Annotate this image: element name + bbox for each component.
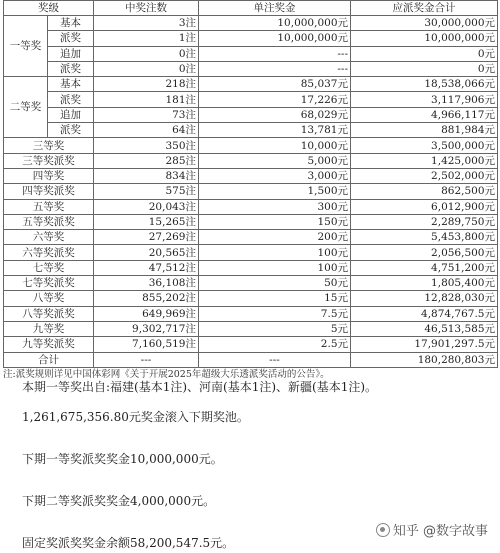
table-row	[4, 184, 498, 199]
footnote: 注:派奖规则详见中国体彩网《关于开展2025年超级大乐透派奖活动的公告》。	[3, 369, 330, 380]
cell: 3,000元	[199, 168, 351, 183]
prize-level-label: 六等奖	[4, 230, 94, 245]
cell: 6,012,900元	[351, 199, 498, 214]
cell: 9,302,717注	[94, 321, 199, 336]
cell: 862,500元	[351, 184, 498, 199]
table-row	[4, 138, 498, 153]
first-prize-origin: 本期一等奖出自:福建(基本1注)、河南(基本1注)、新疆(基本1注)。	[22, 380, 378, 394]
cell: 150元	[199, 214, 351, 229]
cell: 派奖	[48, 31, 94, 46]
cell: 0元	[351, 46, 498, 61]
cell: 218注	[94, 77, 199, 92]
cell: 派奖	[48, 61, 94, 76]
watermark-text: 知乎 @数字故事	[392, 524, 488, 539]
next-second-prize-bonus: 下期二等奖派奖奖金4,000,000元。	[22, 494, 216, 508]
cell: 基本	[48, 77, 94, 92]
table-row	[4, 153, 498, 168]
prize-level-label: 六等奖派奖	[4, 245, 94, 260]
cell: 7.5元	[199, 306, 351, 321]
cell: 0注	[94, 61, 199, 76]
cell: 575注	[94, 184, 199, 199]
total-amount: 180,280,803元	[351, 352, 498, 367]
table-row	[4, 276, 498, 291]
prize-level-label: 四等奖派奖	[4, 184, 94, 199]
cell: 1,500元	[199, 184, 351, 199]
table-row	[4, 77, 498, 92]
header-total-prize: 应派奖金合计	[351, 1, 498, 16]
total-label: 合计	[4, 352, 94, 367]
cell: 85,037元	[199, 77, 351, 92]
table-row	[4, 46, 498, 61]
cell: 10,000,000元	[199, 31, 351, 46]
table-row	[4, 260, 498, 275]
table-row	[4, 199, 498, 214]
prize-level-label: 七等奖派奖	[4, 276, 94, 291]
prize-level-label: 五等奖派奖	[4, 214, 94, 229]
next-first-prize-bonus: 下期一等奖派奖奖金10,000,000元。	[22, 452, 223, 466]
cell: 100元	[199, 260, 351, 275]
cell: 285注	[94, 153, 199, 168]
cell: 5,000元	[199, 153, 351, 168]
prize-level-label: 九等奖	[4, 321, 94, 336]
cell: 4,966,117元	[351, 107, 498, 122]
table-row	[4, 16, 498, 31]
cell: 派奖	[48, 123, 94, 138]
cell: 834注	[94, 168, 199, 183]
table-row	[4, 123, 498, 138]
cell: 64注	[94, 123, 199, 138]
table-row	[4, 31, 498, 46]
table-row	[4, 92, 498, 107]
cell: 7,160,519注	[94, 337, 199, 352]
table-header-row	[4, 1, 498, 16]
cell: 10,000元	[199, 138, 351, 153]
table-row	[4, 245, 498, 260]
table-row	[4, 61, 498, 76]
cell: 68,029元	[199, 107, 351, 122]
cell: 36,108注	[94, 276, 199, 291]
cell: ---	[199, 46, 351, 61]
table-row	[4, 306, 498, 321]
cell: 2,056,500元	[351, 245, 498, 260]
cell: 10,000,000元	[199, 16, 351, 31]
header-single-prize: 单注奖金	[199, 1, 351, 16]
cell: 追加	[48, 46, 94, 61]
prize-level-label: 八等奖派奖	[4, 306, 94, 321]
cell: 649,969注	[94, 306, 199, 321]
table-row	[4, 168, 498, 183]
cell: 3,500,000元	[351, 138, 498, 153]
cell: 50元	[199, 276, 351, 291]
table-row	[4, 230, 498, 245]
cell: 350注	[94, 138, 199, 153]
cell: 15元	[199, 291, 351, 306]
first-prize-label: 一等奖	[4, 16, 48, 77]
cell: 18,538,066元	[351, 77, 498, 92]
zhihu-logo-icon	[376, 523, 390, 537]
second-prize-label: 二等奖	[4, 77, 48, 138]
cell: 1,805,400元	[351, 276, 498, 291]
total-count: ---	[94, 352, 199, 367]
total-single: ---	[199, 352, 351, 367]
cell: 2.5元	[199, 337, 351, 352]
header-winning-count: 中奖注数	[94, 1, 199, 16]
cell: 27,269注	[94, 230, 199, 245]
prize-level-label: 九等奖派奖	[4, 337, 94, 352]
cell: 881,984元	[351, 123, 498, 138]
prize-table	[3, 0, 498, 368]
prize-level-label: 四等奖	[4, 168, 94, 183]
cell: 追加	[48, 107, 94, 122]
cell: 20,043注	[94, 199, 199, 214]
cell: 0注	[94, 46, 199, 61]
fixed-prize-balance: 固定奖派奖奖金余额58,200,547.5元。	[22, 536, 235, 550]
cell: 4,874,767.5元	[351, 306, 498, 321]
cell: 4,751,200元	[351, 260, 498, 275]
table-row	[4, 107, 498, 122]
cell: 基本	[48, 16, 94, 31]
cell: 10,000,000元	[351, 31, 498, 46]
table-row	[4, 337, 498, 352]
cell: 13,781元	[199, 123, 351, 138]
cell: 46,513,585元	[351, 321, 498, 336]
table-row	[4, 214, 498, 229]
pool-rollover: 1,261,675,356.80元奖金滚入下期奖池。	[22, 410, 249, 424]
cell: 1注	[94, 31, 199, 46]
cell: 5,453,800元	[351, 230, 498, 245]
watermark	[376, 520, 488, 539]
cell: 2,289,750元	[351, 214, 498, 229]
prize-level-label: 五等奖	[4, 199, 94, 214]
cell: 300元	[199, 199, 351, 214]
table-row	[4, 321, 498, 336]
cell: 200元	[199, 230, 351, 245]
cell: 3注	[94, 16, 199, 31]
cell: 2,502,000元	[351, 168, 498, 183]
cell: 17,901,297.5元	[351, 337, 498, 352]
prize-level-label: 三等奖	[4, 138, 94, 153]
cell: 12,828,030元	[351, 291, 498, 306]
cell: 0元	[351, 61, 498, 76]
cell: 47,512注	[94, 260, 199, 275]
cell: 3,117,906元	[351, 92, 498, 107]
cell: 5元	[199, 321, 351, 336]
cell: 181注	[94, 92, 199, 107]
cell: ---	[199, 61, 351, 76]
cell: 1,425,000元	[351, 153, 498, 168]
cell: 15,265注	[94, 214, 199, 229]
cell: 17,226元	[199, 92, 351, 107]
cell: 73注	[94, 107, 199, 122]
header-prize-level: 奖级	[4, 1, 94, 16]
prize-level-label: 八等奖	[4, 291, 94, 306]
cell: 100元	[199, 245, 351, 260]
cell: 30,000,000元	[351, 16, 498, 31]
table-row	[4, 291, 498, 306]
cell: 855,202注	[94, 291, 199, 306]
prize-level-label: 三等奖派奖	[4, 153, 94, 168]
cell: 20,565注	[94, 245, 199, 260]
cell: 派奖	[48, 92, 94, 107]
prize-level-label: 七等奖	[4, 260, 94, 275]
simple-rows	[4, 138, 498, 352]
